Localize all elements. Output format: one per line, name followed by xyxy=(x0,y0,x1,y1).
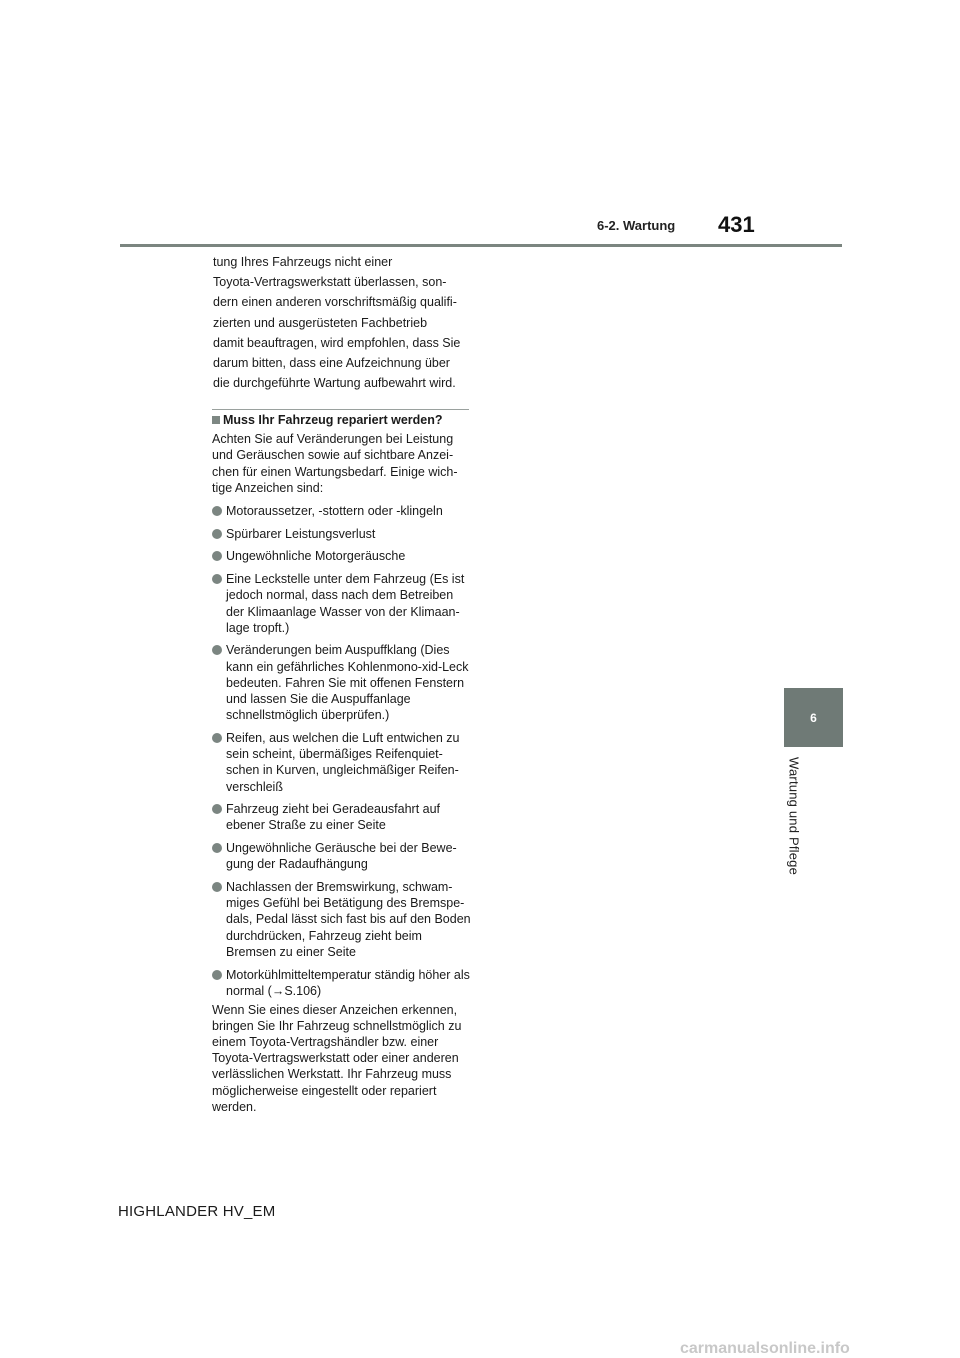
chapter-number: 6 xyxy=(810,710,817,725)
square-bullet-icon xyxy=(212,416,220,424)
list-item-text: Fahrzeug zieht bei Geradeausfahrt auf ebener Straße zu einer Seite xyxy=(226,802,441,833)
circle-bullet-icon xyxy=(212,804,222,814)
page-number: 431 xyxy=(718,212,755,237)
list-item-text: Veränderungen beim Auspuffklang (Dies kann ein gefährliches Kohlenmono-xid-Leck bedeuten. Fahren Sie mit offenen Fenstern und lassen Sie die Auspuffanlage schnellstmöglich überprüfen.) xyxy=(226,643,469,723)
header-rule xyxy=(120,244,842,247)
continued-line: Toyota-Vertragswerkstatt überlassen, son- xyxy=(213,275,447,290)
list-item xyxy=(212,840,474,872)
list-item-text: Spürbarer Leistungsverlust xyxy=(226,526,376,541)
circle-bullet-icon xyxy=(212,506,222,516)
section-outro: Wenn Sie eines dieser Anzeichen erkennen, bringen Sie Ihr Fahrzeug schnellstmöglich zu einem Toyota-Vertragshändler bzw. einer Toyota-Vertragswerkstatt oder einer anderen verlässlichen Werkstatt. Ihr Fahrzeug muss möglicherweise eingestellt oder repariert werden. xyxy=(212,1002,462,1114)
repair-section xyxy=(212,412,474,1115)
list-item xyxy=(212,801,474,833)
circle-bullet-icon xyxy=(212,551,222,561)
list-item xyxy=(212,503,474,519)
circle-bullet-icon xyxy=(212,645,222,655)
list-item xyxy=(212,548,474,564)
list-item xyxy=(212,526,474,542)
continued-line: darum bitten, dass eine Aufzeichnung über xyxy=(213,356,450,371)
section-title: Muss Ihr Fahrzeug repariert werden? xyxy=(223,413,443,427)
list-item-text: Ungewöhnliche Geräusche bei der Bewe-gung der Radaufhängung xyxy=(226,841,457,872)
list-item-text: Eine Leckstelle unter dem Fahrzeug (Es ist jedoch normal, dass nach dem Betreiben der Klimaanlage Wasser von der Klimaan-lage tropft.) xyxy=(226,572,465,635)
list-item xyxy=(212,642,474,723)
header-section-title: 6-2. Wartung xyxy=(597,218,676,233)
circle-bullet-icon xyxy=(212,529,222,539)
continued-line: zierten und ausgerüsteten Fachbetrieb xyxy=(213,315,428,330)
watermark: carmanualsonline.info xyxy=(680,1340,850,1357)
section-divider xyxy=(212,409,469,410)
continued-line: dern einen anderen vorschriftsmäßig qualifi- xyxy=(213,295,457,310)
circle-bullet-icon xyxy=(212,843,222,853)
chapter-side-label: Wartung und Pflege xyxy=(786,757,802,876)
chapter-tab xyxy=(784,688,843,747)
list-item-text: Motorkühlmitteltemperatur ständig höher als normal (→S.106) xyxy=(226,967,470,998)
list-item-text: Nachlassen der Bremswirkung, schwam-miges Gefühl bei Betätigung des Bremspe-dals, Pedal lässt sich fast bis auf den Boden durchdrücken, Fahrzeug zieht beim Bremsen zu einer Seite xyxy=(226,880,471,959)
list-item xyxy=(212,967,474,999)
continued-line: damit beauftragen, wird empfohlen, dass Sie xyxy=(213,335,461,350)
list-item xyxy=(212,879,474,960)
circle-bullet-icon xyxy=(212,733,222,743)
list-item xyxy=(212,571,474,636)
circle-bullet-icon xyxy=(212,574,222,584)
continued-line: tung Ihres Fahrzeugs nicht einer xyxy=(213,255,393,269)
list-item-text: Ungewöhnliche Motorgeräusche xyxy=(226,549,406,564)
list-item-text: Reifen, aus welchen die Luft entwichen zu sein scheint, übermäßiges Reifenquiet-schen in Kurven, ungleichmäßiger Reifen-verschleiß xyxy=(226,730,460,794)
continued-line: die durchgeführte Wartung aufbewahrt wird. xyxy=(213,376,456,391)
symptom-list xyxy=(212,503,474,999)
section-intro: Achten Sie auf Veränderungen bei Leistung und Geräuschen sowie auf sichtbare Anzei-chen für einen Wartungsbedarf. Einige wich-tige Anzeichen sind: xyxy=(212,432,458,495)
section-heading xyxy=(212,412,474,428)
footer-model-name: HIGHLANDER HV_EM xyxy=(118,1203,276,1220)
list-item-text: Motoraussetzer, -stottern oder -klingeln xyxy=(226,504,443,519)
circle-bullet-icon xyxy=(212,970,222,980)
list-item xyxy=(212,730,474,795)
continued-paragraph xyxy=(213,252,483,393)
circle-bullet-icon xyxy=(212,882,222,892)
